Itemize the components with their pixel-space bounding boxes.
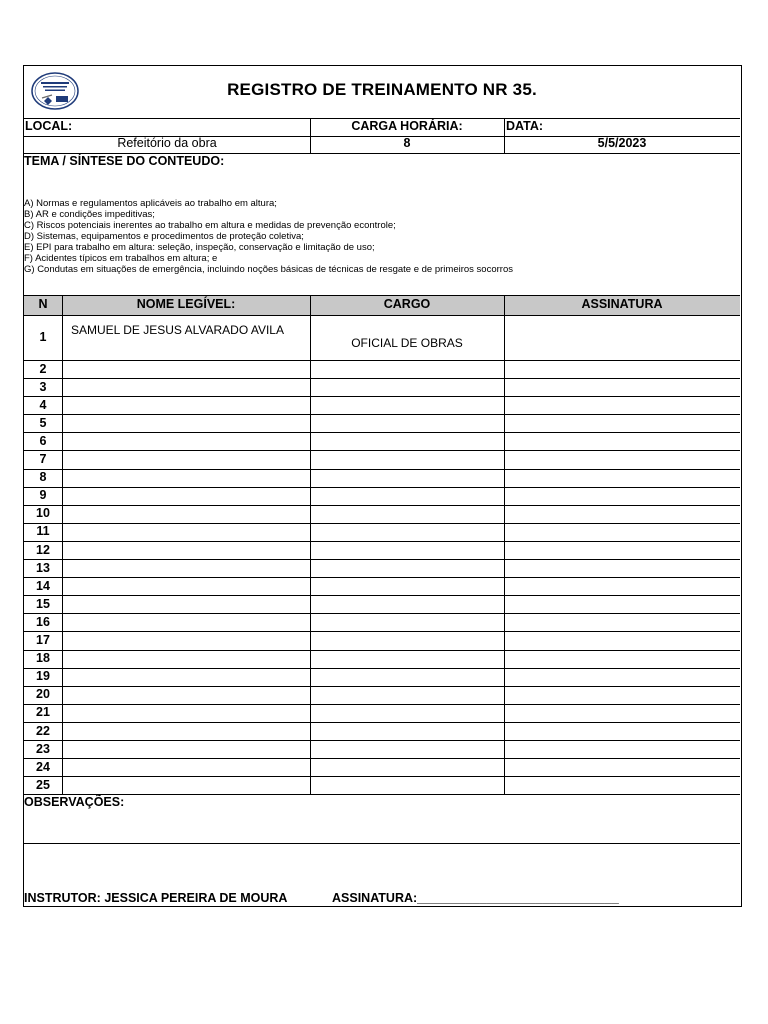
row-number: 22: [36, 723, 50, 738]
row-number: 8: [39, 470, 47, 485]
topic-item: C) Riscos potenciais inerentes ao trabalho em altura e medidas de prevenção econtrole;: [24, 220, 396, 231]
row-number: 4: [39, 397, 47, 412]
divider: [62, 295, 63, 795]
row-number: 17: [36, 633, 50, 648]
col-header-cargo: CARGO: [383, 297, 431, 311]
row-number: 21: [36, 705, 50, 720]
signature-cell[interactable]: [504, 469, 740, 487]
topic-item: A) Normas e regulamentos aplicáveis ao trabalho em altura;: [24, 198, 277, 209]
row-number: 19: [36, 669, 50, 684]
table-row: [24, 396, 740, 415]
signature-cell[interactable]: [504, 740, 740, 758]
row-number: 13: [36, 560, 50, 575]
table-header: [24, 295, 740, 316]
carga-horaria-label: CARGA HORÁRIA:: [351, 119, 463, 133]
signature-cell[interactable]: [504, 686, 740, 704]
signature-cell[interactable]: [504, 577, 740, 595]
signature-cell[interactable]: [504, 378, 740, 396]
topic-item: D) Sistemas, equipamentos e procedimentos de proteção coletiva;: [24, 231, 304, 242]
signature-cell[interactable]: [504, 487, 740, 505]
row-number: 1: [39, 330, 47, 344]
signature-cell[interactable]: [504, 432, 740, 450]
row-number: 3: [39, 379, 47, 394]
table-row: [24, 523, 740, 542]
signature-cell[interactable]: [504, 360, 740, 378]
table-row: [24, 469, 740, 488]
participant-name: SAMUEL DE JESUS ALVARADO AVILA: [71, 323, 284, 337]
table-row: [24, 559, 740, 578]
local-label: LOCAL:: [25, 119, 73, 133]
signature-cell[interactable]: [504, 704, 740, 722]
divider: [310, 295, 311, 795]
row-number: 16: [36, 614, 50, 629]
table-row: [24, 432, 740, 451]
page-title: REGISTRO DE TREINAMENTO NR 35.: [227, 80, 537, 99]
table-row: [24, 758, 740, 777]
table-row: [24, 686, 740, 705]
table-row: [24, 740, 740, 759]
table-row: [24, 632, 740, 651]
row-number: 5: [39, 415, 47, 430]
row-number: 20: [36, 687, 50, 702]
signature-cell[interactable]: [504, 451, 740, 469]
row-number: 2: [39, 361, 47, 376]
observacoes-label: OBSERVAÇÕES:: [24, 795, 125, 809]
table-row: [24, 668, 740, 687]
signature-cell[interactable]: [504, 632, 740, 650]
signature-cell[interactable]: [504, 776, 740, 794]
title-block: [24, 66, 740, 119]
divider: [24, 843, 740, 844]
table-row: [24, 315, 740, 361]
row-number: 18: [36, 651, 50, 666]
signature-cell[interactable]: [504, 595, 740, 613]
carga-horaria-value: 8: [403, 136, 411, 150]
signature-cell[interactable]: [504, 668, 740, 686]
signature-cell[interactable]: [504, 414, 740, 432]
tema-label: TEMA / SÍNTESE DO CONTEUDO:: [24, 154, 225, 168]
signature-cell[interactable]: [504, 722, 740, 740]
table-row: [24, 487, 740, 506]
signature-cell[interactable]: [504, 559, 740, 577]
topics-list: [24, 198, 513, 275]
table-row: [24, 650, 740, 669]
topic-item: E) EPI para trabalho em altura: seleção, inspeção, conservação e limitação de uso;: [24, 242, 375, 253]
topic-item: F) Acidentes típicos em trabalhos em altura; e: [24, 253, 218, 264]
signature-cell[interactable]: [504, 396, 740, 414]
col-header-n: N: [38, 297, 48, 311]
signature-cell[interactable]: [504, 315, 740, 360]
signature-cell[interactable]: [504, 650, 740, 668]
participant-cargo: OFICIAL DE OBRAS: [351, 336, 463, 350]
row-number: 10: [36, 506, 50, 521]
row-number: 12: [36, 542, 50, 557]
table-row: [24, 577, 740, 596]
table-row: [24, 595, 740, 614]
row-number: 24: [36, 759, 50, 774]
table-row: [24, 613, 740, 632]
assinatura-line: ASSINATURA:_____________________________: [332, 891, 619, 905]
topic-item: B) AR e condições impeditivas;: [24, 209, 155, 220]
divider: [504, 295, 505, 795]
col-header-nome: NOME LEGÍVEL:: [136, 297, 236, 311]
signature-cell[interactable]: [504, 613, 740, 631]
row-number: 11: [36, 524, 50, 539]
signature-cell[interactable]: [504, 523, 740, 541]
table-row: [24, 541, 740, 560]
row-number: 6: [39, 433, 47, 448]
table-row: [24, 722, 740, 741]
instrutor-label: INSTRUTOR: JESSICA PEREIRA DE MOURA: [24, 891, 288, 905]
signature-cell[interactable]: [504, 758, 740, 776]
row-number: 9: [39, 488, 47, 503]
data-value: 5/5/2023: [597, 136, 647, 150]
row-number: 14: [36, 578, 50, 593]
table-row: [24, 360, 740, 379]
topic-item: G) Condutas em situações de emergência, incluindo noções básicas de técnicas de resgate e de primeiros socorros: [24, 264, 513, 275]
table-row: [24, 505, 740, 524]
row-number: 25: [36, 777, 50, 792]
local-value: Refeitório da obra: [117, 136, 217, 150]
row-number: 7: [39, 452, 47, 467]
row-number: 15: [36, 596, 50, 611]
table-row: [24, 414, 740, 433]
signature-cell[interactable]: [504, 505, 740, 523]
table-row: [24, 451, 740, 470]
table-row: [24, 776, 740, 795]
col-header-assinatura: ASSINATURA: [581, 297, 663, 311]
table-row: [24, 704, 740, 723]
row-number: 23: [36, 741, 50, 756]
table-row: [24, 378, 740, 397]
signature-cell[interactable]: [504, 541, 740, 559]
training-record-sheet: [23, 65, 742, 907]
data-label: DATA:: [506, 119, 544, 133]
